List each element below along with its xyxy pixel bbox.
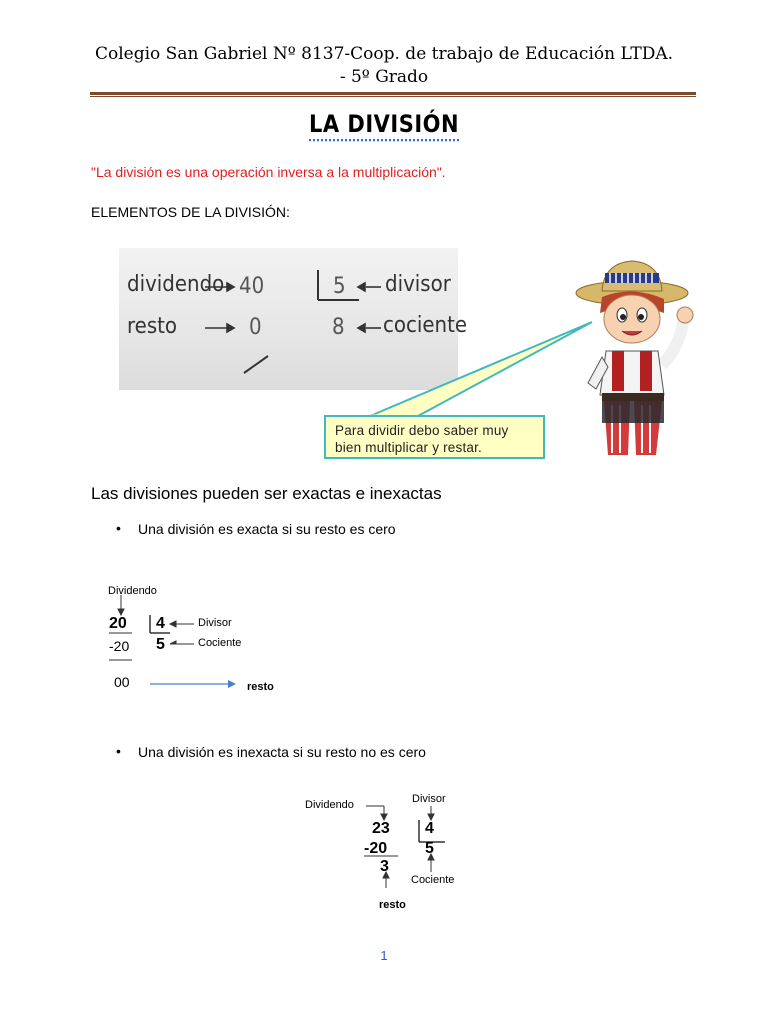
inexact-division-example	[300, 790, 500, 920]
elements-heading: ELEMENTOS DE LA DIVISIÓN:	[91, 204, 290, 220]
page-number: 1	[380, 948, 388, 963]
quotient-number: 5	[425, 840, 434, 857]
definition-quote: "La división es una operación inversa a la multiplicación".	[91, 164, 446, 180]
remainder-number: 00	[114, 674, 130, 690]
section-subheading: Las divisiones pueden ser exactas e inexactas	[91, 484, 442, 503]
dividendo-value: 40	[239, 274, 265, 299]
cociente-label: Cociente	[198, 637, 242, 649]
divisor-label: divisor	[385, 272, 451, 297]
cociente-label: Cociente	[411, 874, 455, 886]
quotient-number: 5	[156, 636, 165, 653]
subtraction-number: -20	[109, 638, 130, 654]
bullet-dot: •	[116, 520, 121, 536]
header-rule	[90, 92, 696, 95]
resto-label: resto	[127, 314, 178, 339]
divisor-number: 4	[425, 820, 434, 837]
dividendo-label: Dividendo	[305, 799, 354, 811]
speech-bubble	[324, 415, 545, 459]
resto-label: resto	[247, 681, 274, 693]
dividendo-label: dividendo	[127, 272, 225, 297]
dividendo-label: Dividendo	[108, 585, 157, 597]
divisor-label: Divisor	[198, 617, 232, 629]
divisor-label: Divisor	[412, 793, 446, 805]
speech-bubble-pointer	[330, 320, 610, 420]
exact-division-example	[100, 580, 320, 700]
divisor-value: 5	[333, 274, 346, 299]
cociente-label: cociente	[383, 313, 468, 338]
remainder-number: 3	[380, 858, 389, 875]
resto-value: 0	[249, 315, 262, 340]
resto-label: resto	[379, 899, 406, 911]
school-header-line2: - 5º Grado	[339, 67, 429, 87]
divisor-number: 4	[156, 615, 165, 632]
cociente-value: 8	[332, 315, 345, 340]
exact-division-bullet: Una división es exacta si su resto es cero	[138, 521, 396, 537]
inexact-division-bullet: Una división es inexacta si su resto no es cero	[138, 744, 426, 760]
dividend-number: 20	[109, 615, 127, 632]
school-header-line1: Colegio San Gabriel Nº 8137-Coop. de trabajo de Educación LTDA.	[94, 44, 674, 64]
speech-bubble-line2: bien multiplicar y restar.	[335, 440, 483, 455]
speech-bubble-line1: Para dividir debo saber muy	[335, 423, 509, 438]
page-title-text: LA DIVISIÓN	[309, 110, 459, 141]
header-rule-thin	[90, 96, 696, 97]
page-title	[0, 110, 768, 138]
bullet-dot: •	[116, 743, 121, 759]
subtraction-number: -20	[364, 840, 388, 857]
dividend-number: 23	[372, 820, 390, 837]
gaucho-boy-illustration	[572, 255, 702, 460]
